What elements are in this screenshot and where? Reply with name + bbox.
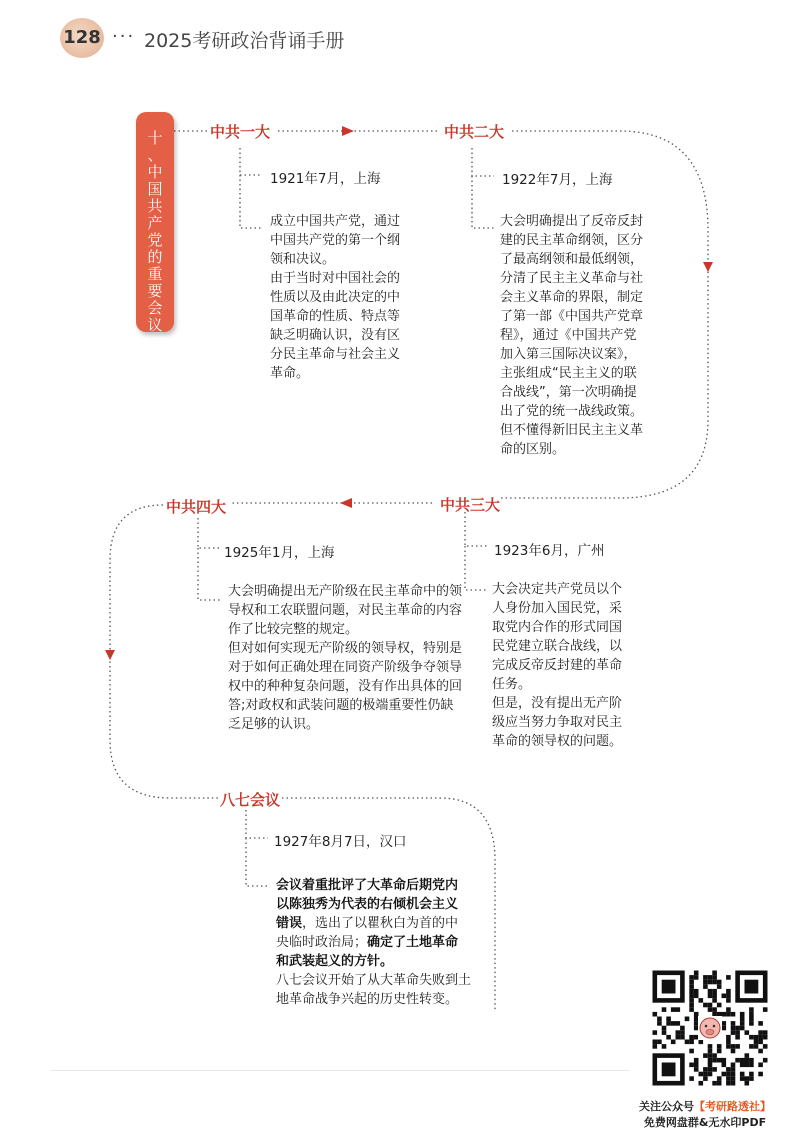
arrow-down-icon — [703, 262, 713, 272]
node-date: 1922年7月，上海 — [502, 172, 613, 188]
qr-code-image — [650, 968, 770, 1092]
node-date: 1921年7月，上海 — [270, 171, 381, 187]
page-bottom-rule — [50, 1070, 630, 1071]
section-title-char: 十 — [147, 129, 163, 147]
node-label: 八七会议 — [220, 791, 281, 809]
node-label: 中共二大 — [444, 123, 505, 141]
section-title-char: 共 — [147, 197, 163, 215]
section-title-char: 党 — [147, 231, 163, 249]
pig-logo-icon — [700, 1018, 720, 1038]
header-dots: ··· — [112, 26, 136, 47]
qr-caption-line2: 免费网盘群&无水印PDF — [643, 1116, 767, 1129]
section-title — [136, 112, 174, 332]
section-title-chars — [136, 130, 174, 334]
arrow-left-icon — [340, 498, 352, 508]
section-title-char: 的 — [147, 248, 163, 266]
node-date: 1923年6月，广州 — [494, 543, 605, 559]
node-date: 1927年8月7日，汉口 — [274, 834, 407, 850]
section-title-char: 议 — [147, 316, 163, 334]
section-title-char: 中 — [147, 163, 163, 181]
node-description: 会议着重批评了大革命后期党内 以陈独秀为代表的右倾机会主义 错误，选出了以瞿秋白为首的中 央临时政治局；确定了土地革命 和武装起义的方针。 八七会议开始了从大革命失败到土 地革命战争兴起的历史性转变。 — [276, 878, 472, 1007]
book-title: 2025考研政治背诵手册 — [144, 30, 345, 52]
arrow-down-icon — [105, 650, 115, 660]
qr-caption-line1: 关注公众号【考研路透社】 — [639, 1100, 771, 1113]
node-label: 中共一大 — [210, 123, 271, 141]
node-label: 中共四大 — [166, 498, 227, 516]
section-title-char: 重 — [147, 265, 163, 283]
section-title-char: 国 — [147, 180, 163, 198]
page-number: 128 — [60, 18, 104, 58]
node-description: 大会明确提出无产阶级在民主革命中的领 导权和工农联盟问题，对民主革命的内容 作了比较完整的规定。 但对如何实现无产阶级的领导权，特别是 对于如何正确处理在同资产阶级争夺领导 权中的种种复杂问题，没有作出具体的回 答;对政权和武装问题的极端重要性仍缺 乏足够的认识。 — [228, 584, 463, 732]
section-title-char: 、 — [147, 146, 163, 164]
node-description: 大会决定共产党员以个 人身份加入国民党，采 取党内合作的形式同国 民党建立联合战线，以 完成反帝反封建的革命 任务。 但是，没有提出无产阶 级应当努力争取对民主 革命的领导权的问题。 — [492, 582, 623, 749]
node-date: 1925年1月，上海 — [224, 545, 335, 561]
node-label: 中共三大 — [440, 496, 501, 514]
qr-code[interactable] — [650, 968, 770, 1092]
node-description: 成立中国共产党，通过 中国共产党的第一个纲 领和决议。 由于当时对中国社会的 性质以及由此决定的中 国革命的性质、特点等 缺乏明确认识，没有区 分民主革命与社会主义 革命。 — [270, 214, 401, 381]
section-title-char: 产 — [147, 214, 163, 232]
section-title-char: 要 — [147, 282, 163, 300]
node-description: 大会明确提出了反帝反封 建的民主革命纲领，区分 了最高纲领和最低纲领， 分清了民主主义革命与社 会主义革命的界限，制定 了第一部《中国共产党章 程》，通过《中国共产党 加入第三国际决议案》， 主张组成“民主主义的联 合战线”，第一次明确提 出了党的统一战线政策。 但不懂得新旧民主主义革 命的区别。 — [500, 214, 644, 457]
arrow-right-icon — [342, 126, 354, 136]
section-title-char: 会 — [147, 299, 163, 317]
